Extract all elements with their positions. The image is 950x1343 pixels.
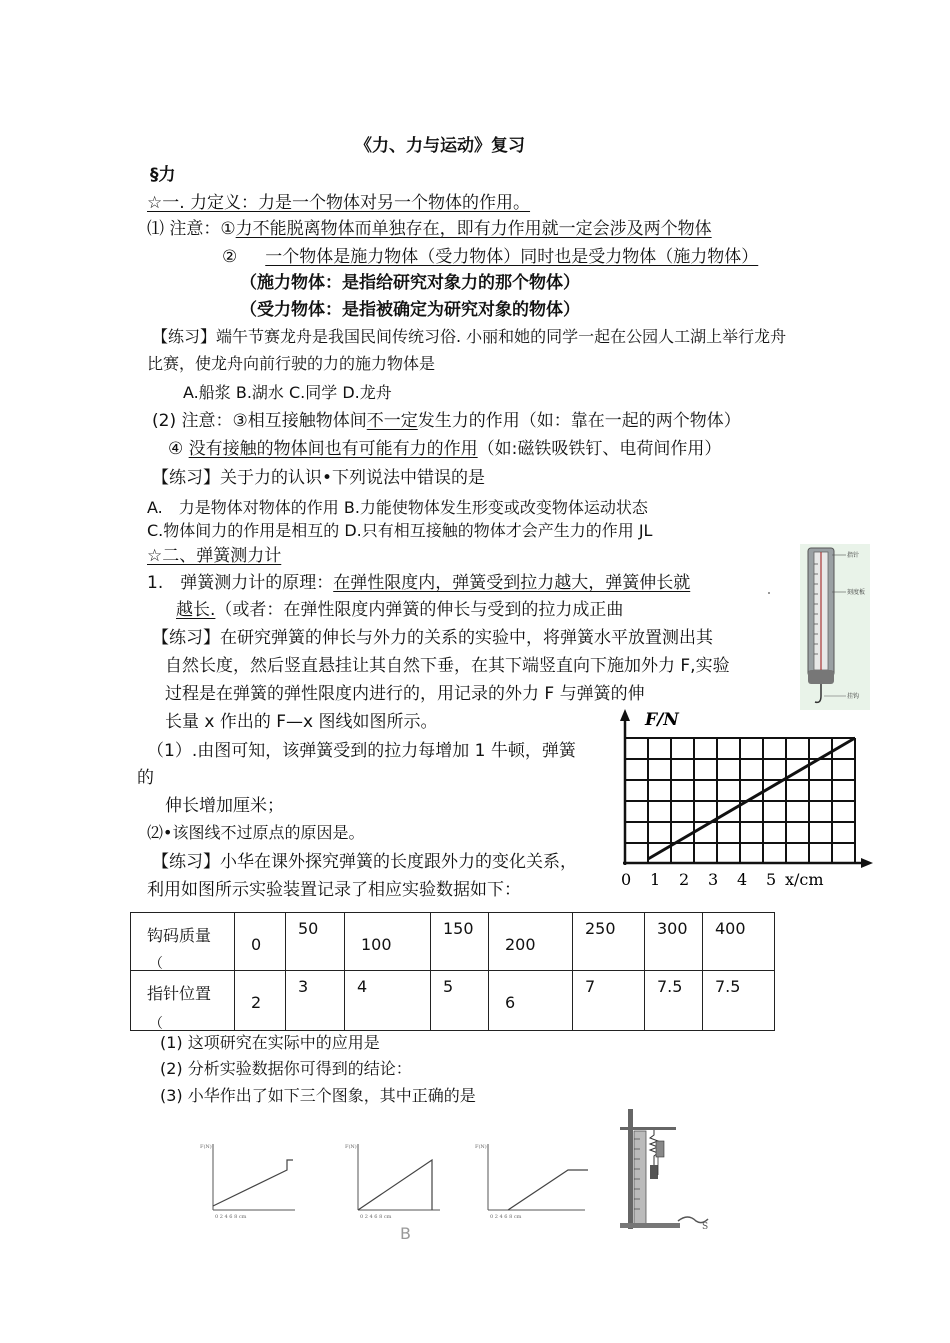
- meter-label-hook: 挂钩: [847, 693, 860, 700]
- row-head-mass-paren: （: [149, 956, 163, 972]
- note-2-prefix: ②: [222, 247, 238, 267]
- table-cell: [645, 913, 703, 971]
- spring-scale-heading: ☆二、弹簧测力计: [147, 546, 282, 566]
- table-row-pointer: [131, 971, 775, 1031]
- principle-line-2: [176, 599, 623, 621]
- note-1-prefix: ⑴ 注意：①: [147, 219, 236, 239]
- question-1-line-2: 的: [137, 768, 154, 788]
- question-1-line-3: 伸长增加厘米；: [165, 796, 284, 816]
- graph-x-arrow: [861, 858, 873, 868]
- pointer-7: 7.5: [715, 977, 741, 996]
- mass-5: 250: [585, 919, 616, 938]
- question-2: ⑵•该图线不过原点的原因是。: [147, 823, 365, 842]
- stray-dot: [768, 592, 770, 594]
- note-1: [147, 218, 712, 240]
- exercise-1-line-1: 【练习】端午节赛龙舟是我国民间传统习俗. 小丽和她的同学一起在公园人工湖上举行龙舟: [152, 327, 787, 346]
- note-3: [152, 410, 741, 432]
- note-3-prefix: (2) 注意：③相互接触物体间: [152, 411, 367, 431]
- note-4: [168, 438, 721, 460]
- table-cell: [235, 971, 286, 1031]
- exercise-4-line-1: 【练习】小华在课外探究弹簧的长度跟外力的变化关系，: [152, 852, 577, 872]
- experiment-apparatus-image: [610, 1105, 725, 1230]
- exercise-2-question: 【练习】关于力的认识•下列说法中错误的是: [152, 468, 486, 488]
- principle-underline-2: 越长.: [176, 600, 216, 620]
- exercise-4-line-2: 利用如图所示实验装置记录了相应实验数据如下：: [147, 880, 521, 900]
- note-4-suffix: （如:磁铁吸铁钉、电荷间作用）: [477, 439, 722, 459]
- principle-prefix: 1. 弹簧测力计的原理：: [147, 573, 334, 593]
- exercise-1-options: A.船浆 B.湖水 C.同学 D.龙舟: [183, 383, 392, 402]
- svg-text:F(N): F(N): [345, 1144, 357, 1150]
- pointer-2: 4: [357, 977, 368, 996]
- mass-4: 200: [505, 935, 536, 954]
- graph-x-label: x/cm: [785, 870, 824, 889]
- note-4-underline: 没有接触的物体间也有可能有力的作用: [188, 439, 478, 459]
- row-head-mass-label: 钩码质量: [147, 926, 212, 945]
- meter-label-pointer: 指针: [847, 552, 860, 559]
- svg-text:S: S: [702, 1222, 709, 1230]
- table-cell: [703, 913, 775, 971]
- mass-1: 50: [298, 919, 319, 938]
- svg-text:F(N): F(N): [475, 1144, 487, 1150]
- page-title: 《力、力与运动》复习: [355, 136, 525, 156]
- exercise-1-line-2: 比赛，使龙舟向前行驶的力的施力物体是: [147, 354, 436, 373]
- sub-question-3: (3) 小华作出了如下三个图象，其中正确的是: [160, 1086, 476, 1105]
- row-head-pointer: [131, 971, 235, 1031]
- note-3-suffix: 发生力的作用（如：靠在一起的两个物体）: [417, 411, 741, 431]
- exercise-3-line-4: 长量 x 作出的 F—x 图线如图所示。: [165, 712, 438, 732]
- graph-x-tick-3: 3: [708, 870, 719, 889]
- graph-x-tick-4: 4: [737, 870, 748, 889]
- caption-b: B: [400, 1224, 411, 1243]
- table-row-mass: [131, 913, 775, 971]
- table-cell: [286, 913, 345, 971]
- note-4-prefix: ④: [168, 439, 189, 459]
- row-head-pointer-label: 指针位置: [147, 984, 212, 1003]
- table-cell: [431, 971, 489, 1031]
- mass-7: 400: [715, 919, 746, 938]
- exercise-2-options-2: C.物体间力的作用是相互的 D.只有相互接触的物体才会产生力的作用 JL: [147, 521, 653, 540]
- svg-text:F(N): F(N): [200, 1144, 212, 1150]
- principle-line-1: [147, 572, 690, 594]
- mass-0: 0: [251, 935, 262, 954]
- note-1-text: 力不能脱离物体而单独存在，即有力作用就一定会涉及两个物体: [235, 219, 712, 239]
- small-graph-b: [340, 1140, 445, 1220]
- table-cell: [489, 913, 573, 971]
- principle-suffix: （或者：在弹性限度内弹簧的伸长与受到的拉力成正曲: [215, 600, 624, 620]
- note-2: [222, 246, 758, 268]
- pointer-1: 3: [298, 977, 309, 996]
- mass-2: 100: [361, 935, 392, 954]
- meter-label-scale: 刻度板: [847, 589, 866, 596]
- svg-text:0 2 4 6 8 cm: 0 2 4 6 8 cm: [215, 1214, 247, 1220]
- small-graph-a: [195, 1140, 300, 1220]
- table-cell: [235, 913, 286, 971]
- graph-x-tick-1: 1: [650, 870, 661, 889]
- note-2-text: 一个物体是施力物体（受力物体）同时也是受力物体（施力物体）: [265, 247, 759, 267]
- mass-3: 150: [443, 919, 474, 938]
- graph-x-tick-2: 2: [679, 870, 690, 889]
- mass-6: 300: [657, 919, 688, 938]
- row-head-pointer-paren: （: [149, 1016, 163, 1032]
- graph-y-label: F/N: [645, 710, 679, 730]
- exercise-3-line-3: 过程是在弹簧的弹性限度内进行的，用记录的外力 F 与弹簧的伸: [165, 684, 645, 704]
- sub-question-2: (2) 分析实验数据你可得到的结论：: [160, 1059, 412, 1078]
- table-cell: [703, 971, 775, 1031]
- pointer-6: 7.5: [657, 977, 683, 996]
- spring-scale-image: [800, 544, 870, 710]
- table-cell: [645, 971, 703, 1031]
- pointer-5: 7: [585, 977, 596, 996]
- pointer-4: 6: [505, 993, 516, 1012]
- pointer-3: 5: [443, 977, 454, 996]
- section-force-heading: §力: [150, 165, 176, 185]
- exercise-3-line-1: 【练习】在研究弹簧的伸长与外力的关系的实验中，将弹簧水平放置测出其: [152, 628, 713, 648]
- graph-line: [648, 738, 855, 859]
- exercise-3-line-2: 自然长度，然后竖直悬挂让其自然下垂，在其下端竖直向下施加外力 F,实验: [165, 656, 730, 676]
- svg-text:0 2 4 6 8 cm: 0 2 4 6 8 cm: [490, 1214, 522, 1220]
- pointer-0: 2: [251, 993, 262, 1012]
- principle-underline: 在弹性限度内，弹簧受到拉力越大，弹簧伸长就: [333, 573, 691, 593]
- table-cell: [573, 913, 645, 971]
- table-cell: [489, 971, 573, 1031]
- force-extension-graph: [605, 703, 880, 893]
- table-cell: [573, 971, 645, 1031]
- data-table: [130, 912, 775, 1031]
- receiver-definition: （受力物体：是指被确定为研究对象的物体）: [240, 300, 580, 320]
- note-3-underline: 不一定: [366, 411, 418, 431]
- svg-text:0 2 4 6 8 cm: 0 2 4 6 8 cm: [360, 1214, 392, 1220]
- table-cell: [345, 971, 431, 1031]
- row-head-mass: [131, 913, 235, 971]
- small-graph-c: [470, 1140, 595, 1220]
- table-cell: [286, 971, 345, 1031]
- exercise-2-options-1: A. 力是物体对物体的作用 B.力能使物体发生形变或改变物体运动状态: [147, 498, 648, 517]
- sub-question-1: (1) 这项研究在实际中的应用是: [160, 1033, 380, 1052]
- question-1-line-1: （1）.由图可知，该弹簧受到的拉力每增加 1 牛顿，弹簧: [147, 741, 576, 761]
- applier-definition: （施力物体：是指给研究对象力的那个物体）: [240, 273, 580, 293]
- table-cell: [345, 913, 431, 971]
- force-definition-heading: ☆一. 力定义：力是一个物体对另一个物体的作用。: [147, 193, 531, 213]
- table-cell: [431, 913, 489, 971]
- graph-y-arrow: [620, 709, 630, 721]
- graph-x-tick-0: 0: [621, 870, 632, 889]
- graph-x-tick-5: 5: [766, 870, 777, 889]
